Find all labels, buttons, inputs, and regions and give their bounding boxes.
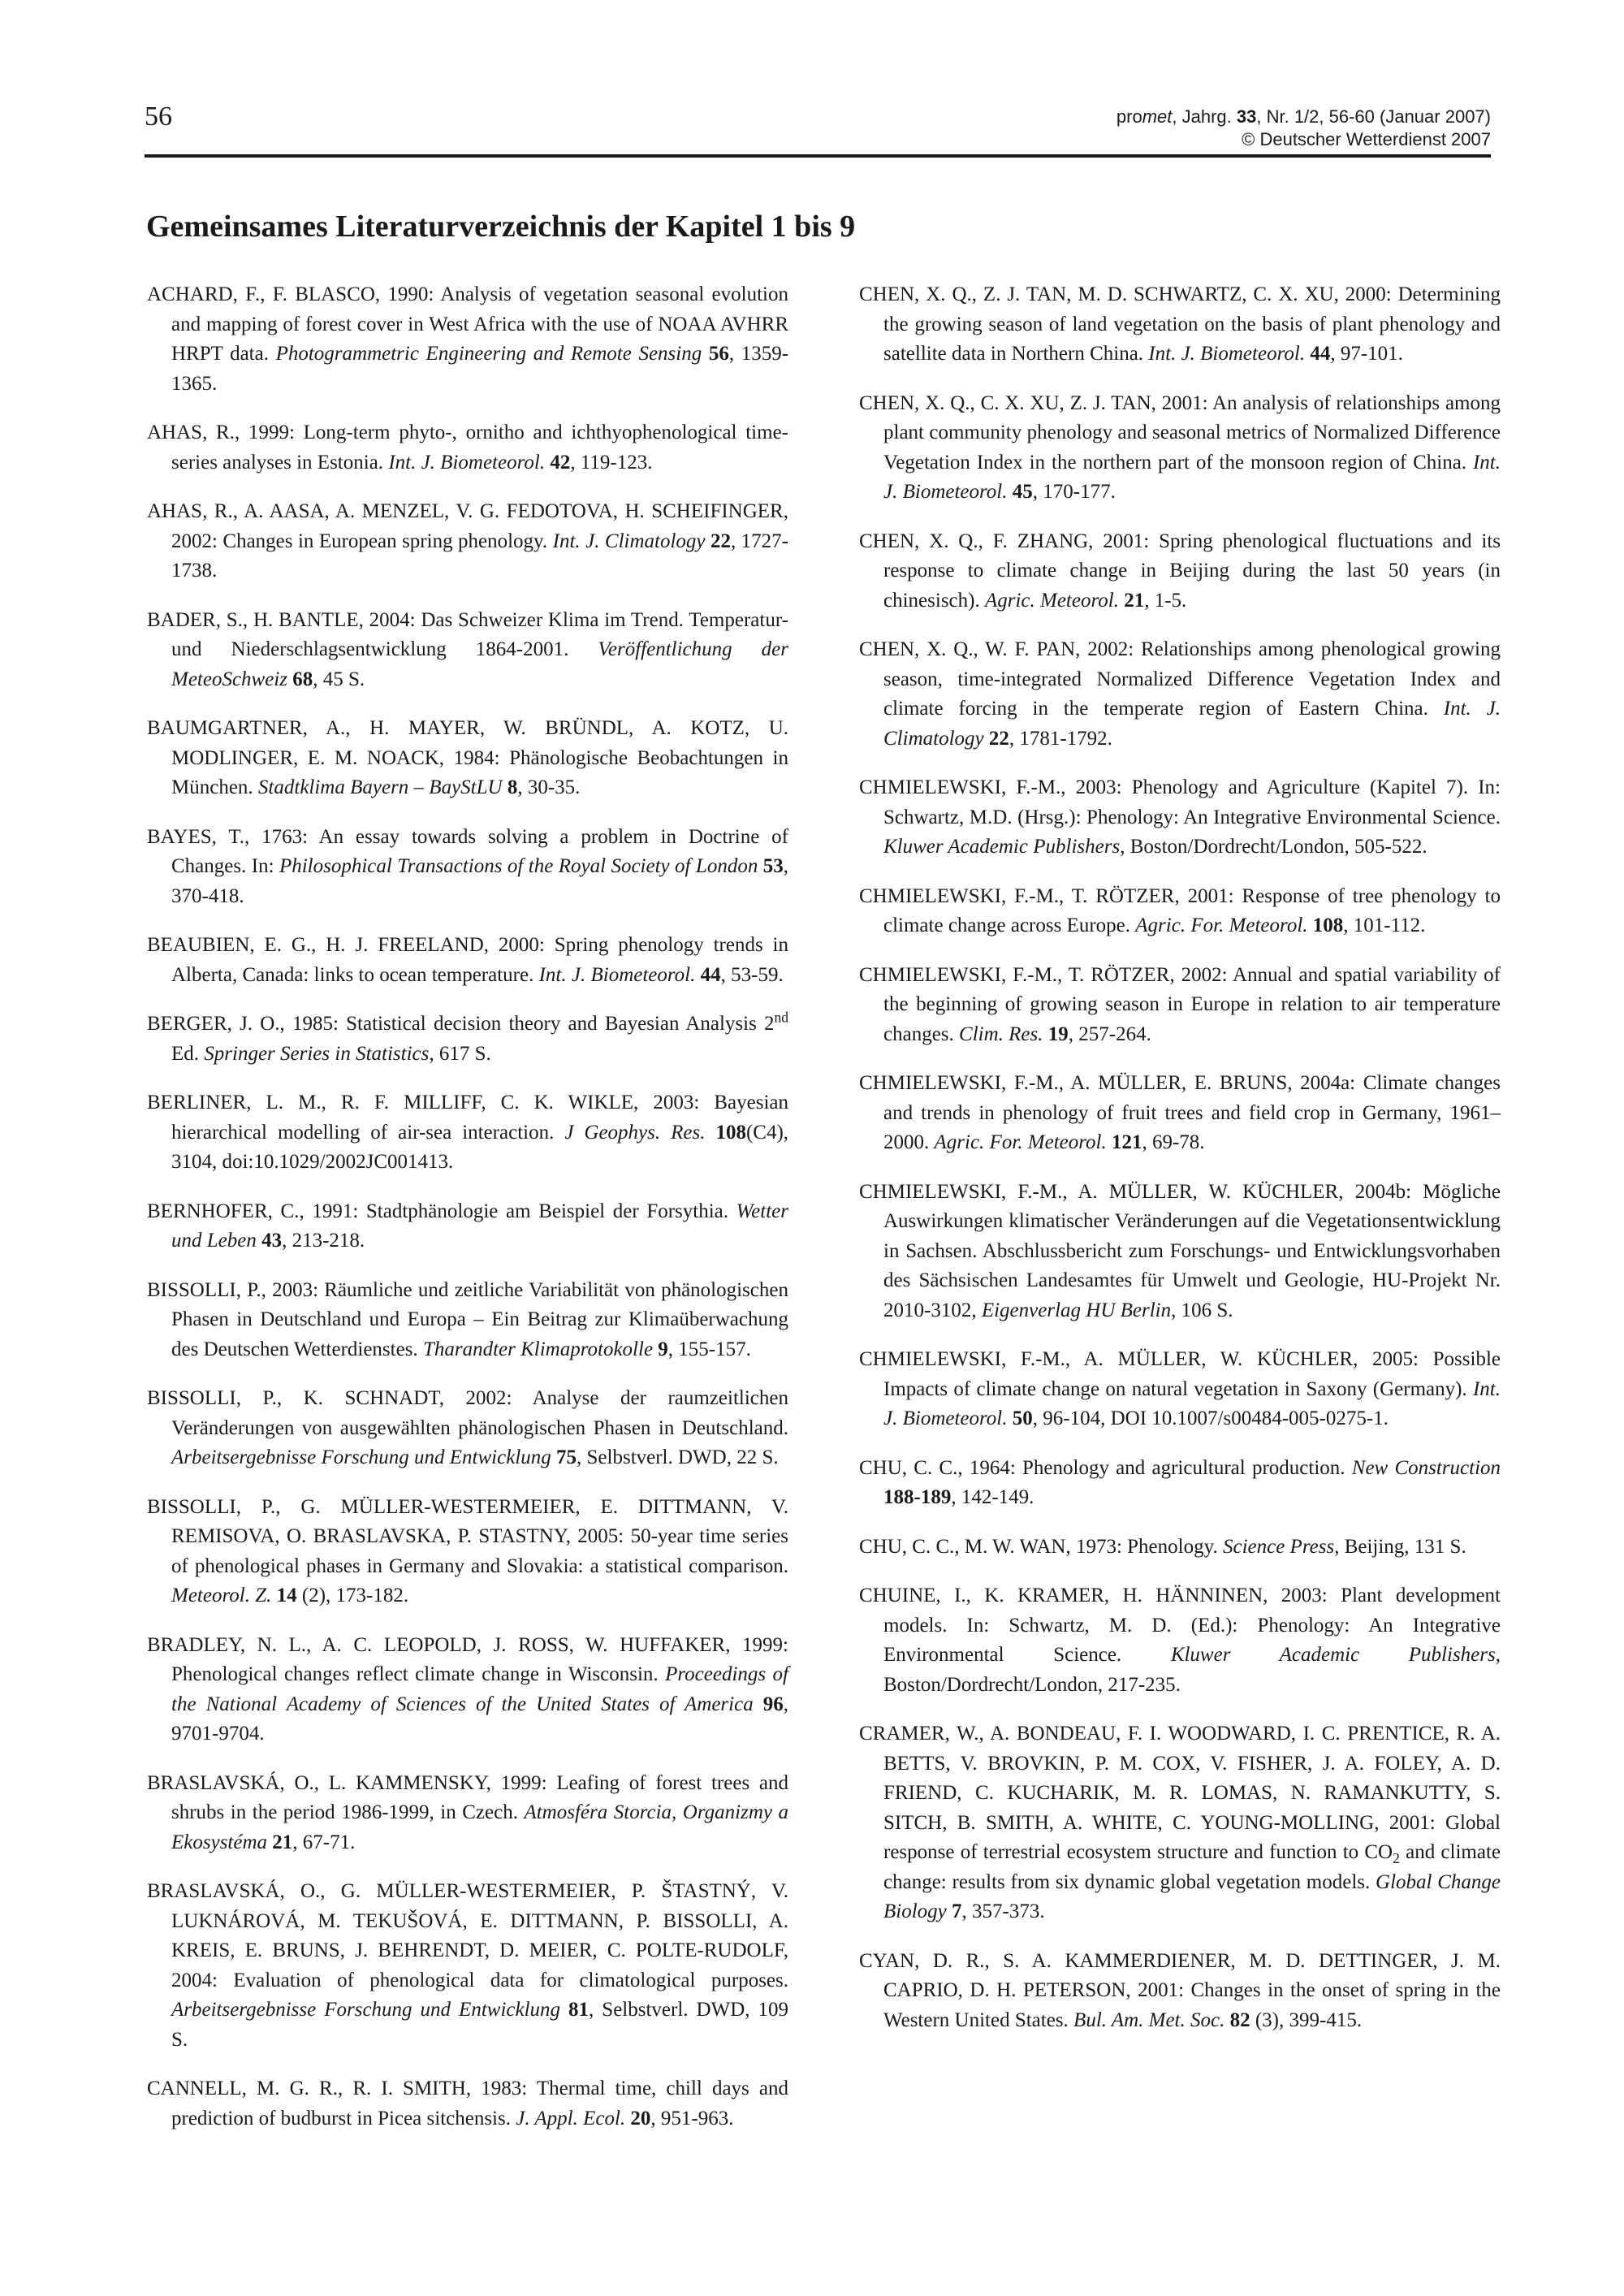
reference-entry (859, 1178, 1501, 1326)
reference-text: , 357-373. (961, 1900, 1045, 1922)
reference-text: (2), 173-182. (296, 1585, 409, 1606)
reference-volume: 81 (568, 1999, 590, 2021)
reference-entry (859, 882, 1501, 941)
reference-entry (147, 1010, 788, 1069)
reference-text: , 67-71. (292, 1831, 356, 1853)
reference-text: BERNHOFER, C., 1991: Stadtphänologie am Beispiel der Forsythia. (147, 1200, 736, 1222)
reference-text: (C4), 3104, doi:10.1029/2002JC001413. (171, 1121, 789, 1173)
reference-text: , 155-157. (667, 1338, 751, 1360)
reference-volume: 108 (1312, 915, 1344, 936)
reference-source: Arbeitsergebnisse Forschung und Entwicklung (171, 1446, 551, 1468)
reference-volume: 19 (1047, 1023, 1069, 1045)
reference-volume: 22 (710, 530, 731, 552)
reference-source: Atmosféra Storcia, Organizmy a Ekosystéma (171, 1801, 788, 1853)
reference-text: , 1781-1792. (1009, 727, 1112, 750)
reference-entry (859, 1454, 1501, 1513)
reference-volume: 75 (556, 1446, 577, 1468)
reference-text: CHMIELEWSKI, F.-M., T. RÖTZER, 2001: Response of tree phenology to climate change across Europe. (859, 884, 1501, 936)
reference-text: , Boston/Dordrecht/London, 217-235. (883, 1644, 1501, 1696)
reference-entry (147, 2074, 788, 2134)
reference-text: 2 (1393, 1850, 1400, 1866)
journal-issue-pages: , Nr. 1/2, 56-60 (Januar 2007) (1256, 106, 1491, 127)
journal-name-prefix: pro (1116, 106, 1142, 127)
reference-text: CHMIELEWSKI, F.-M., A. MÜLLER, E. BRUNS, 2004a: Climate changes and trends in phenology of fruit trees and field crop in Germany, 1961–2000. (859, 1072, 1501, 1153)
reference-text: , 9701-9704. (171, 1693, 789, 1745)
reference-volume: 108 (715, 1121, 746, 1144)
reference-text: BERGER, J. O., 1985: Statistical decision theory and Bayesian Analysis 2 (147, 1013, 775, 1035)
reference-volume: 121 (1111, 1131, 1142, 1153)
reference-volume: 56 (708, 343, 729, 365)
reference-source: Global Change Biology (883, 1870, 1501, 1922)
reference-source: Proceedings of the National Academy of Sciences of the United States of America (171, 1663, 788, 1715)
reference-source: Int. J. Biometeorol. (388, 451, 546, 473)
reference-entry (859, 1533, 1501, 1563)
reference-entry (147, 1631, 788, 1749)
reference-text: BERLINER, L. M., R. F. MILLIFF, C. K. WIKLE, 2003: Bayesian hierarchical modelling of air-sea interaction. (147, 1092, 788, 1144)
reference-source: Arbeitsergebnisse Forschung und Entwicklung (171, 1999, 561, 2021)
reference-text (705, 1122, 715, 1144)
reference-text: CHMIELEWSKI, F.-M., T. RÖTZER, 2002: Annual and spatial variability of the beginning of growing season in Europe in relation to air temperature changes. (859, 963, 1501, 1045)
reference-text: BRASLAVSKÁ, O., L. KAMMENSKY, 1999: Leafing of forest trees and shrubs in the period 1986-1999, in Czech. (147, 1771, 788, 1823)
reference-volume: 14 (276, 1585, 297, 1606)
reference-text: CHMIELEWSKI, F.-M., A. MÜLLER, W. KÜCHLER, 2005: Possible Impacts of climate change on natural vegetation in Saxony (Germany). (859, 1348, 1501, 1400)
reference-source: Eigenverlag HU Berlin (981, 1299, 1172, 1321)
reference-source: Meteorol. Z. (171, 1585, 272, 1606)
reference-text: BRADLEY, N. L., A. C. LEOPOLD, J. ROSS, W. HUFFAKER, 1999: Phenological changes reflect climate change in Wisconsin. (147, 1633, 788, 1685)
reference-text: , 96-104, DOI 10.1007/s00484-005-0275-1. (1032, 1407, 1389, 1429)
reference-entry (859, 1581, 1501, 1700)
reference-source: Int. J. Biometeorol. (883, 1377, 1501, 1429)
reference-text: and climate change: results from six dynamic global vegetation models. (883, 1841, 1501, 1893)
reference-volume: 21 (1124, 589, 1145, 612)
reference-source: Photogrammetric Engineering and Remote Sensing (275, 343, 702, 365)
journal-header (1116, 106, 1491, 151)
reference-volume: 9 (658, 1338, 668, 1360)
reference-source: Agric. Meteorol. (984, 589, 1119, 612)
reference-text: , 106 S. (1171, 1299, 1233, 1321)
reference-text: CANNELL, M. G. R., R. I. SMITH, 1983: Thermal time, chill days and prediction of budburst in Picea sitchensis. (147, 2078, 788, 2130)
journal-name-italic: met (1142, 106, 1173, 127)
reference-text: CRAMER, W., A. BONDEAU, F. I. WOODWARD, I. C. PRENTICE, R. A. BETTS, V. BROVKIN, P. M. COX, V. FISHER, J. A. FOLEY, A. D. FRIEND, C. KUCHARIK, M. R. LOMAS, N. RAMANKUTTY, S. SITCH, B. SMITH, A. WHITE, C. YOUNG-MOLLING, 2001: Global response of terrestrial ecosystem structure and function to CO (859, 1723, 1501, 1863)
reference-text: , Selbstverl. DWD, 22 S. (577, 1446, 779, 1468)
reference-text: Ed. (171, 1042, 205, 1065)
reference-text: , 69-78. (1142, 1131, 1205, 1153)
reference-source: Veröffentlichung der MeteoSchweiz (171, 638, 788, 690)
reference-text (754, 1693, 763, 1715)
reference-volume: 44 (700, 963, 721, 986)
reference-source: Springer Series in Statistics (204, 1042, 430, 1065)
reference-entry (859, 1947, 1501, 2036)
reference-entry (147, 931, 788, 990)
reference-text: , 370-418. (171, 855, 788, 907)
reference-source: Kluwer Academic Publishers (1170, 1644, 1496, 1666)
reference-source: Stadtklima Bayern – BayStLU (257, 776, 503, 798)
reference-source: Int. J. Biometeorol. (1148, 343, 1306, 365)
reference-entry (147, 714, 788, 803)
reference-volume: 82 (1229, 2008, 1250, 2031)
page-title: Gemeinsames Literaturverzeichnis der Kapitel 1 bis 9 (146, 210, 856, 244)
reference-entry (859, 280, 1501, 370)
reference-text: , 1359-1365. (171, 343, 789, 395)
reference-volume: 45 (1012, 481, 1033, 503)
reference-entry (147, 418, 788, 478)
reference-entry (859, 961, 1501, 1050)
reference-text: CHEN, X. Q., W. F. PAN, 2002: Relationships among phenological growing season, time-integrated Normalized Difference Vegetation Index and climate forcing in the temperate region of Eastern China. (859, 638, 1501, 720)
reference-text: BAYES, T., 1763: An essay towards solving a problem in Doctrine of Changes. In: (147, 825, 788, 877)
reference-text: CHEN, X. Q., C. X. XU, Z. J. TAN, 2001: An analysis of relationships among plant community phenology and seasonal metrics of Normalized Difference Vegetation Index in the northern part of the monsoon region of China. (859, 391, 1501, 473)
reference-volume: 7 (952, 1900, 962, 1922)
header-divider (145, 154, 1491, 158)
reference-text: , 617 S. (429, 1042, 491, 1065)
reference-entry (147, 1384, 788, 1473)
reference-entry (147, 1197, 788, 1256)
reference-text: , 170-177. (1032, 481, 1116, 503)
reference-text: BEAUBIEN, E. G., H. J. FREELAND, 2000: Spring phenology trends in Alberta, Canada: links to ocean temperature. (147, 934, 788, 986)
reference-volume: 20 (630, 2107, 651, 2130)
reference-entry (147, 1493, 788, 1611)
reference-text: , 97-101. (1330, 343, 1403, 365)
reference-source: Agric. For. Meteorol. (1135, 915, 1308, 936)
reference-text: CHEN, X. Q., Z. J. TAN, M. D. SCHWARTZ, C. X. XU, 2000: Determining the growing season of land vegetation on the basis of plant phenology and satellite data in Northern China. (859, 283, 1501, 365)
reference-text: AHAS, R., 1999: Long-term phyto-, ornitho and ichthyophenological time-series analyses in Estonia. (147, 422, 788, 473)
reference-text: , 951-963. (650, 2107, 734, 2130)
reference-source: Int. J. Climatology (883, 698, 1501, 750)
reference-text: , Boston/Dordrecht/London, 505-522. (1120, 836, 1427, 858)
reference-volume: 21 (272, 1831, 293, 1853)
reference-text: , Beijing, 131 S. (1334, 1535, 1466, 1558)
reference-source: Philosophical Transactions of the Royal Society of London (279, 855, 758, 877)
reference-entry (147, 1276, 788, 1365)
reference-column-right (859, 280, 1501, 2055)
reference-text (702, 343, 709, 365)
reference-text: BRASLAVSKÁ, O., G. MÜLLER-WESTERMEIER, P. ŠTASTNÝ, V. LUKNÁROVÁ, M. TEKUŠOVÁ, E. DITTMANN, P. BISSOLLI, A. KREIS, E. BRUNS, J. BEHRENDT, D. MEIER, C. POLTE-RUDOLF, 2004: Evaluation of phenological data for climatological purposes. (147, 1880, 788, 1991)
reference-text: , 1727-1738. (171, 530, 788, 582)
reference-text: , 213-218. (282, 1230, 365, 1252)
reference-text: , 1-5. (1144, 589, 1187, 612)
journal-volume: 33 (1236, 106, 1257, 127)
reference-volume: 8 (507, 776, 518, 798)
copyright-notice: © Deutscher Wetterdienst 2007 (1242, 129, 1491, 149)
reference-volume: 22 (988, 727, 1009, 750)
reference-entry (859, 773, 1501, 863)
reference-text: CHMIELEWSKI, F.-M., 2003: Phenology and Agriculture (Kapitel 7). In: Schwartz, M.D. (Hrsg.): Phenology: An Integrative Environmental Science. (859, 776, 1501, 828)
reference-text: , 257-264. (1068, 1023, 1151, 1045)
reference-source: Tharandter Klimaprotokolle (422, 1338, 654, 1360)
reference-text: , 30-35. (517, 776, 581, 798)
reference-entry (859, 1719, 1501, 1927)
reference-text: ACHARD, F., F. BLASCO, 1990: Analysis of vegetation seasonal evolution and mapping of forest cover in West Africa with the use of NOAA AVHRR HRPT data. (147, 283, 788, 365)
reference-text: (3), 399-415. (1250, 2008, 1363, 2031)
reference-entry (147, 1088, 788, 1178)
reference-entry (147, 606, 788, 695)
reference-text: BISSOLLI, P., K. SCHNADT, 2002: Analyse der raumzeitlichen Veränderungen von ausgewählten phänologischen Phasen in Deutschland. (147, 1387, 788, 1439)
reference-text: CHEN, X. Q., F. ZHANG, 2001: Spring phenological fluctuations and its response to climate change in Beijing during the last 50 years (in chinesisch). (859, 530, 1501, 612)
reference-entry (859, 635, 1501, 754)
journal-name-rest: , Jahrg. (1172, 106, 1237, 127)
reference-entry (147, 497, 788, 586)
reference-entry (859, 1345, 1501, 1434)
reference-entry (147, 1877, 788, 2055)
reference-text: CYAN, D. R., S. A. KAMMERDIENER, M. D. DETTINGER, J. M. CAPRIO, D. H. PETERSON, 2001: Changes in the onset of spring in the Western United States. (859, 1949, 1501, 2031)
reference-text: CHU, C. C., 1964: Phenology and agricultural production. (859, 1456, 1352, 1479)
reference-entry (147, 1769, 788, 1858)
reference-text: CHU, C. C., M. W. WAN, 1973: Phenology. (859, 1535, 1223, 1558)
reference-text: CHUINE, I., K. KRAMER, H. HÄNNINEN, 2003: Plant development models. In: Schwartz, M. D. (Ed.): Phenology: An Integrative Environmental Science. (859, 1585, 1501, 1666)
reference-text: , 119-123. (570, 451, 653, 473)
reference-entry (147, 280, 788, 399)
reference-volume: 96 (762, 1693, 784, 1715)
reference-text: , 45 S. (313, 668, 365, 690)
reference-text: nd (774, 1009, 788, 1026)
reference-text: BISSOLLI, P., 2003: Räumliche und zeitliche Variabilität von phänologischen Phasen in Deutschland und Europa – Ein Beitrag zur Klimaüberwachung des Deutschen Wetterdienstes. (147, 1278, 788, 1360)
reference-text: , Selbstverl. DWD, 109 S. (171, 1999, 789, 2051)
reference-text: BAUMGARTNER, A., H. MAYER, W. BRÜNDL, A. KOTZ, U. MODLINGER, E. M. NOACK, 1984: Phänologische Beobachtungen in München. (147, 717, 788, 798)
reference-volume: 43 (261, 1230, 283, 1252)
reference-text: CHMIELEWSKI, F.-M., A. MÜLLER, W. KÜCHLER, 2004b: Mögliche Auswirkungen klimatischer Veränderungen auf die Vegetationsentwicklung in Sachsen. Abschlussbericht zum Forschungs- und Entwicklungsvorhaben des Sächsischen Landesamtes für Umwelt und Geologie, HU-Projekt Nr. 2010-3102, (859, 1180, 1501, 1321)
reference-source: J Geophys. Res. (564, 1121, 706, 1144)
reference-text: , 53-59. (720, 963, 784, 986)
reference-source: Science Press (1222, 1535, 1335, 1558)
reference-volume: 44 (1310, 343, 1331, 365)
reference-source: Int. J. Biometeorol. (538, 963, 696, 986)
reference-source: Wetter und Leben (171, 1200, 788, 1252)
journal-citation (1116, 106, 1491, 128)
reference-source: Kluwer Academic Publishers (883, 836, 1121, 858)
reference-entry (859, 1069, 1501, 1158)
reference-source: New Construction (1351, 1456, 1501, 1479)
reference-volume: 68 (292, 668, 313, 690)
reference-text: BISSOLLI, P., G. MÜLLER-WESTERMEIER, E. DITTMANN, V. REMISOVA, O. BRASLAVSKA, P. STASTNY, 2005: 50-year time series of phenological phases in Germany and Slovakia: a statistical comparison. (147, 1495, 788, 1577)
reference-entry (859, 527, 1501, 616)
reference-volume: 53 (762, 855, 784, 877)
reference-text: BADER, S., H. BANTLE, 2004: Das Schweizer Klima im Trend. Temperatur- und Niederschlagsentwicklung 1864-2001. (147, 608, 788, 660)
reference-source: Int. J. Climatology (552, 530, 706, 552)
reference-text: AHAS, R., A. AASA, A. MENZEL, V. G. FEDOTOVA, H. SCHEIFINGER, 2002: Changes in European spring phenology. (147, 500, 788, 552)
reference-text: , 142-149. (951, 1486, 1034, 1508)
reference-column-left (147, 280, 788, 2153)
reference-text (560, 1999, 568, 2021)
reference-volume: 42 (550, 451, 571, 473)
reference-text: , 101-112. (1343, 915, 1426, 936)
reference-source: Clim. Res. (959, 1023, 1043, 1045)
reference-volume: 188-189 (883, 1486, 952, 1508)
reference-source: Int. J. Biometeorol. (883, 451, 1501, 503)
reference-volume: 50 (1012, 1407, 1033, 1429)
reference-entry (859, 389, 1501, 508)
reference-entry (147, 823, 788, 912)
reference-source: Agric. For. Meteorol. (934, 1131, 1107, 1153)
reference-source: Bul. Am. Met. Soc. (1073, 2008, 1225, 2031)
page-number: 56 (145, 102, 172, 132)
reference-source: J. Appl. Ecol. (516, 2107, 626, 2130)
